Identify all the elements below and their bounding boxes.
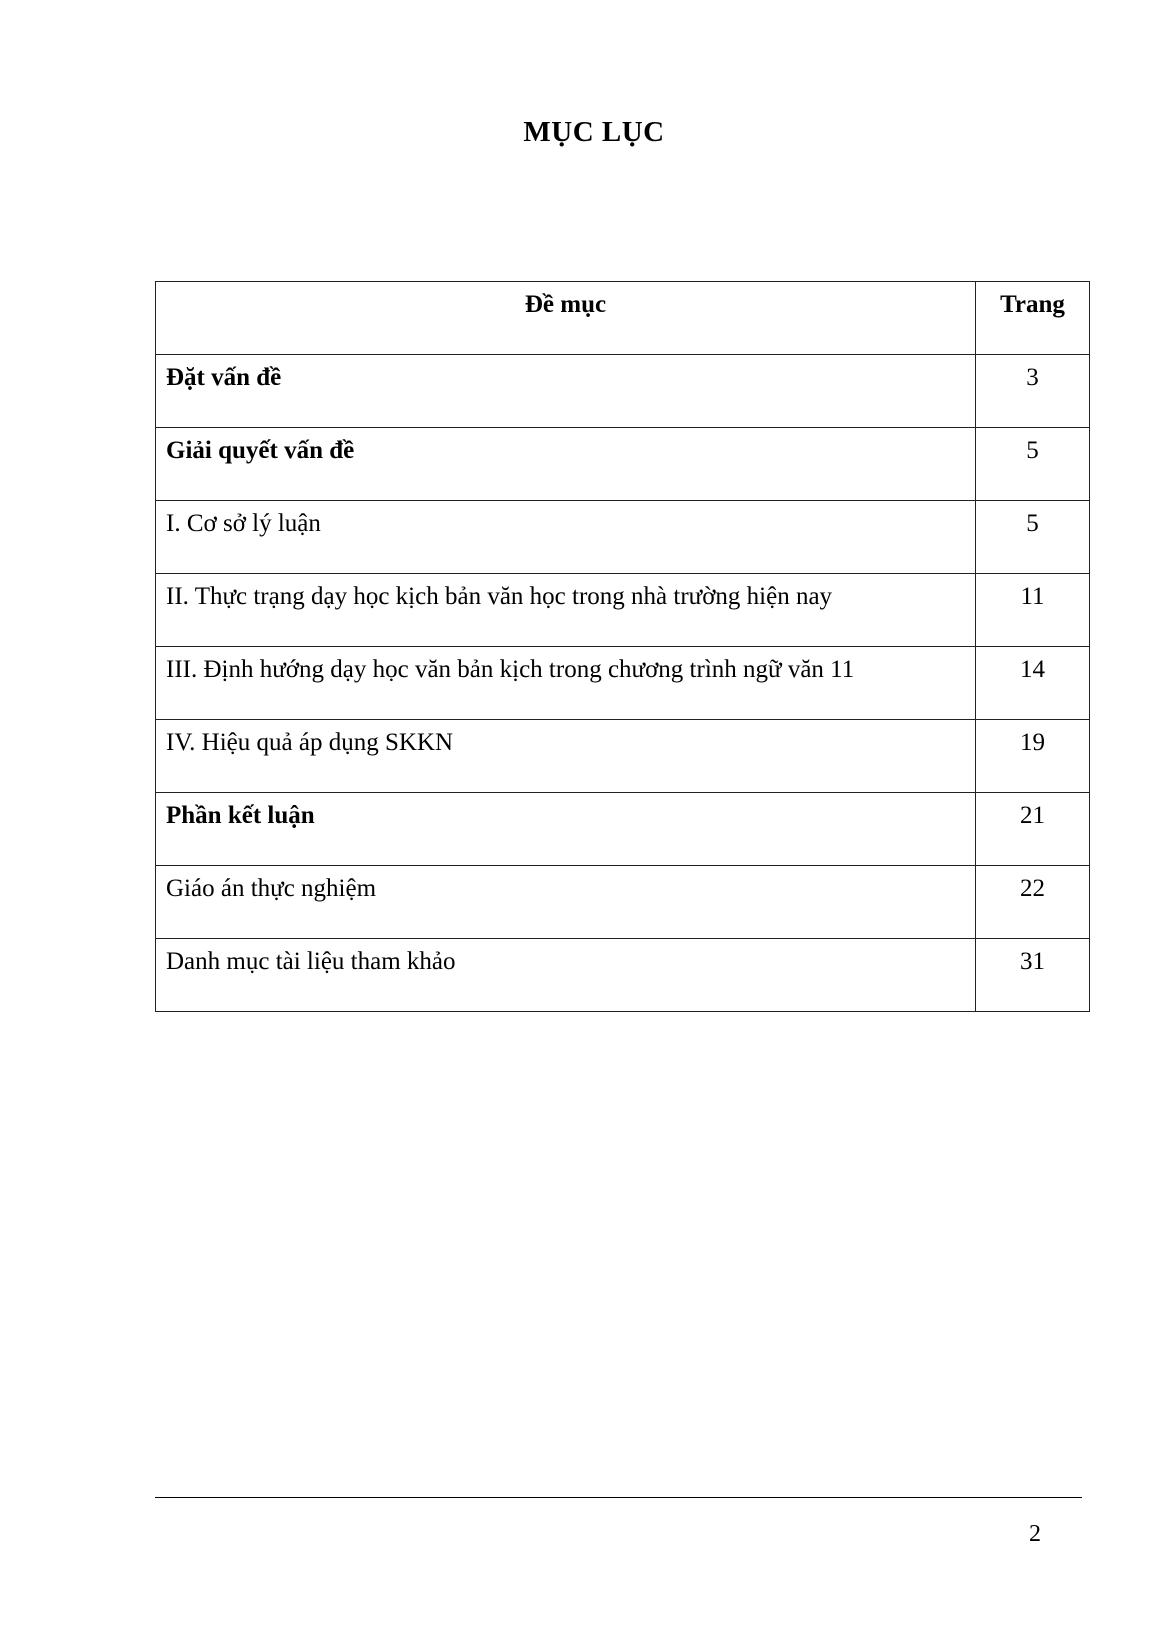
- toc-row: [156, 866, 1090, 939]
- toc-entry-label: Đặt vấn đề: [156, 355, 976, 428]
- toc-entry-label: I. Cơ sở lý luận: [156, 501, 976, 574]
- toc-entry-page: 14: [976, 647, 1090, 720]
- toc-row: [156, 355, 1090, 428]
- toc-entry-page: 5: [976, 501, 1090, 574]
- table-of-contents: [155, 281, 1090, 1012]
- toc-row: [156, 428, 1090, 501]
- toc-entry-page: 19: [976, 720, 1090, 793]
- toc-entry-label: II. Thực trạng dạy học kịch bản văn học trong nhà trường hiện nay: [156, 574, 976, 647]
- footer-divider: [155, 1497, 1082, 1498]
- toc-entry-page: 11: [976, 574, 1090, 647]
- toc-entry-page: 31: [976, 939, 1090, 1012]
- toc-entry-label: IV. Hiệu quả áp dụng SKKN: [156, 720, 976, 793]
- toc-entry-label: III. Định hướng dạy học văn bản kịch trong chương trình ngữ văn 11: [156, 647, 976, 720]
- toc-row: [156, 501, 1090, 574]
- toc-header-row: [156, 282, 1090, 355]
- toc-row: [156, 720, 1090, 793]
- toc-row: [156, 574, 1090, 647]
- toc-header-page: Trang: [976, 282, 1090, 355]
- toc-entry-label: Giáo án thực nghiệm: [156, 866, 976, 939]
- toc-entry-label: Giải quyết vấn đề: [156, 428, 976, 501]
- toc-entry-page: 3: [976, 355, 1090, 428]
- page-title: MỤC LỤC: [523, 116, 665, 148]
- page-number: 2: [1029, 1521, 1041, 1547]
- toc-entry-label: Phần kết luận: [156, 793, 976, 866]
- toc-row: [156, 647, 1090, 720]
- toc-row: [156, 793, 1090, 866]
- toc-entry-label: Danh mục tài liệu tham khảo: [156, 939, 976, 1012]
- toc-entry-page: 21: [976, 793, 1090, 866]
- toc-header-section: Đề mục: [156, 282, 976, 355]
- toc-entry-page: 22: [976, 866, 1090, 939]
- toc-row: [156, 939, 1090, 1012]
- toc-entry-page: 5: [976, 428, 1090, 501]
